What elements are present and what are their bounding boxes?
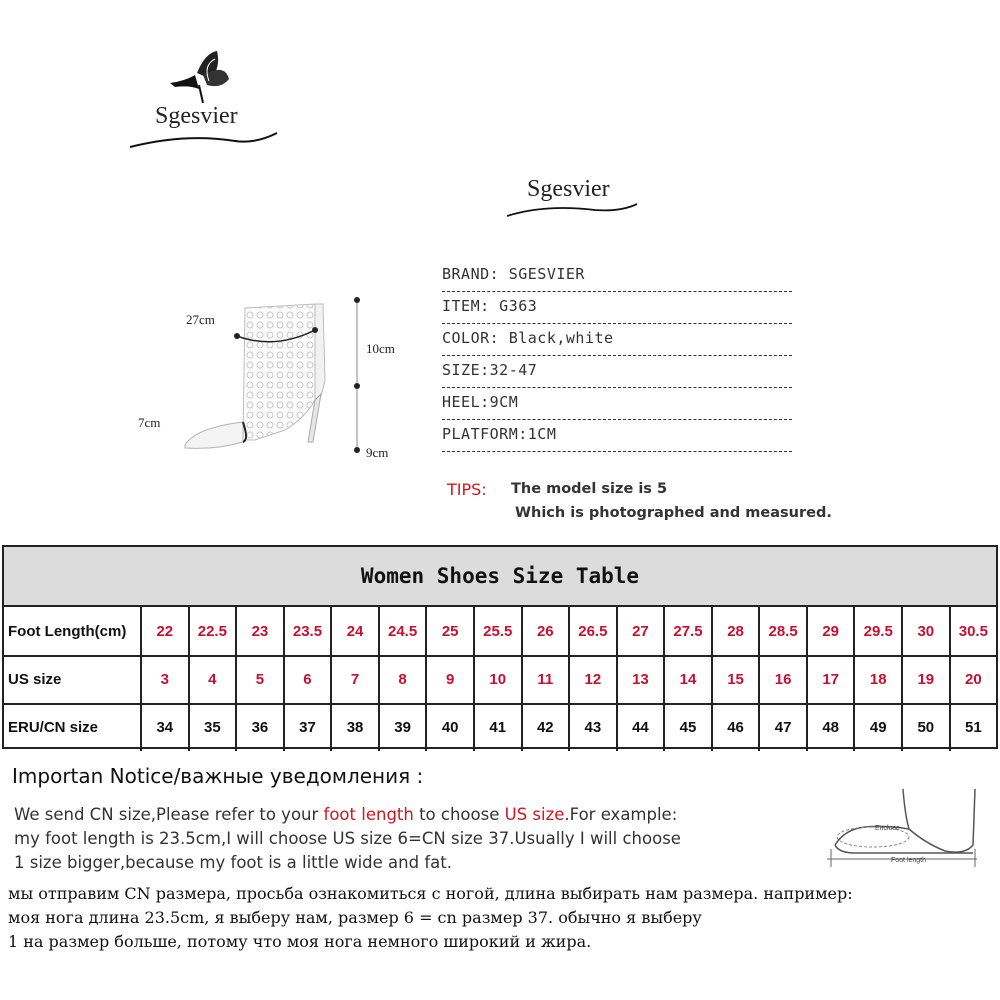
notice-title: Importan Notice/важные уведомления : bbox=[12, 764, 424, 788]
table-cell: 19 bbox=[903, 655, 951, 703]
table-row bbox=[4, 607, 996, 657]
table-cell: 11 bbox=[523, 655, 571, 703]
table-cell: 9 bbox=[427, 655, 475, 703]
table-cell: 18 bbox=[855, 655, 903, 703]
height-dimension-label: 10cm bbox=[366, 341, 395, 356]
table-cell: 30.5 bbox=[958, 622, 988, 640]
table-cell: 23 bbox=[237, 607, 285, 655]
table-cell: 44 bbox=[618, 703, 666, 751]
table-cell: 46 bbox=[713, 703, 761, 751]
table-cell: 30 bbox=[903, 607, 951, 655]
table-cell: 25 bbox=[427, 607, 475, 655]
toe-dimension-label: 7cm bbox=[138, 415, 161, 430]
table-cell: 26 bbox=[523, 607, 571, 655]
table-cell: 26.5 bbox=[570, 607, 618, 655]
swoosh-icon bbox=[505, 200, 640, 220]
notice-text: to choose bbox=[413, 805, 505, 824]
notice-ru-line-3: 1 на размер больше, потому что моя нога немного широкий и жира. bbox=[8, 932, 592, 951]
brand-name-center: Sgesvier bbox=[527, 176, 610, 202]
table-cell: 38 bbox=[332, 703, 380, 751]
table-cell: 48 bbox=[808, 703, 856, 751]
brand-logo-top bbox=[125, 45, 285, 155]
notice-line-2: my foot length is 23.5cm,I will choose US size 6=CN size 37.Usually I will choose bbox=[14, 829, 681, 848]
table-cell: 10 bbox=[475, 655, 523, 703]
table-cell: 12 bbox=[570, 655, 618, 703]
heel-dimension-label: 9cm bbox=[366, 445, 389, 460]
notice-ru-line-1: мы отправим CN размера, просьба ознакомиться с ногой, длина выбирать нам размера. например: bbox=[8, 884, 853, 903]
foot-measure-diagram bbox=[825, 785, 985, 875]
notice-line-3: 1 size bigger,because my foot is a little wide and fat. bbox=[14, 853, 452, 872]
table-cell: 28.5 bbox=[760, 607, 808, 655]
table-cell: 36 bbox=[237, 703, 285, 751]
table-cell: 24.5 bbox=[380, 607, 428, 655]
brand-logo-center bbox=[505, 172, 640, 222]
tips-label: TIPS: bbox=[447, 480, 487, 499]
table-cell: 25.5 bbox=[475, 607, 523, 655]
tips-line-1: The model size is 5 bbox=[511, 481, 668, 497]
table-cell: 43 bbox=[570, 703, 618, 751]
notice-text: .For example: bbox=[564, 805, 678, 824]
table-cell: 23.5 bbox=[285, 607, 333, 655]
spec-item: ITEM: G363 bbox=[442, 297, 792, 324]
table-cell: 42 bbox=[523, 703, 571, 751]
table-cell: 28 bbox=[713, 607, 761, 655]
notice-ru-line-2: моя нога длина 23.5cm, я выберу нам, размер 6 = cn размер 37. обычно я выберу bbox=[8, 908, 702, 927]
notice-text: We send CN size,Please refer to your bbox=[14, 805, 324, 824]
table-cell: 37 bbox=[285, 703, 333, 751]
table-cell: 4 bbox=[190, 655, 238, 703]
brand-name-top: Sgesvier bbox=[155, 103, 238, 129]
table-cell: 27 bbox=[618, 607, 666, 655]
table-cell: 41 bbox=[475, 703, 523, 751]
spec-size: SIZE:32-47 bbox=[442, 361, 792, 388]
table-cell: 34 bbox=[142, 703, 190, 751]
table-cell: 47 bbox=[760, 703, 808, 751]
table-cell: 24 bbox=[332, 607, 380, 655]
table-cell: 7 bbox=[332, 655, 380, 703]
notice-line-1 bbox=[14, 805, 677, 824]
table-cell: 49 bbox=[855, 703, 903, 751]
table-cell: 45 bbox=[665, 703, 713, 751]
table-cell: 40 bbox=[427, 703, 475, 751]
table-cell: 16 bbox=[760, 655, 808, 703]
foot-length-label: Foot length bbox=[891, 857, 927, 864]
table-cell: 29 bbox=[808, 607, 856, 655]
table-cell: 29.5 bbox=[855, 607, 903, 655]
table-cell: 3 bbox=[142, 655, 190, 703]
spec-color: COLOR: Black,white bbox=[442, 329, 792, 356]
tips-line-2: Which is photographed and measured. bbox=[515, 505, 832, 521]
butterfly-heel-icon bbox=[125, 45, 285, 155]
table-cell: 14 bbox=[665, 655, 713, 703]
foot-length-highlight: foot length bbox=[323, 805, 414, 824]
table-row bbox=[4, 655, 996, 705]
table-cell: 39 bbox=[380, 703, 428, 751]
table-cell: 50 bbox=[903, 703, 951, 751]
enclose-label: Enclose bbox=[875, 825, 900, 832]
row-label: Foot Length(cm) bbox=[4, 607, 142, 655]
table-cell: 8 bbox=[380, 655, 428, 703]
table-cell: 22.5 bbox=[190, 607, 238, 655]
table-cell: 15 bbox=[713, 655, 761, 703]
table-row bbox=[4, 703, 996, 751]
us-size-highlight: US size bbox=[504, 805, 565, 824]
spec-platform: PLATFORM:1CM bbox=[442, 425, 792, 452]
table-cell: 13 bbox=[618, 655, 666, 703]
size-table bbox=[2, 545, 998, 749]
table-cell: 17 bbox=[808, 655, 856, 703]
table-cell: 6 bbox=[285, 655, 333, 703]
row-label: ERU/CN size bbox=[4, 703, 142, 751]
size-table-title: Women Shoes Size Table bbox=[4, 547, 996, 607]
table-cell: 51 bbox=[965, 718, 982, 736]
table-cell: 35 bbox=[190, 703, 238, 751]
spec-heel: HEEL:9CM bbox=[442, 393, 792, 420]
table-cell: 20 bbox=[965, 670, 982, 688]
row-label: US size bbox=[4, 655, 142, 703]
spec-brand: BRAND: SGESVIER bbox=[442, 265, 792, 292]
shaft-dimension-label: 27cm bbox=[186, 312, 215, 327]
table-cell: 22 bbox=[142, 607, 190, 655]
table-cell: 5 bbox=[237, 655, 285, 703]
table-cell: 27.5 bbox=[665, 607, 713, 655]
